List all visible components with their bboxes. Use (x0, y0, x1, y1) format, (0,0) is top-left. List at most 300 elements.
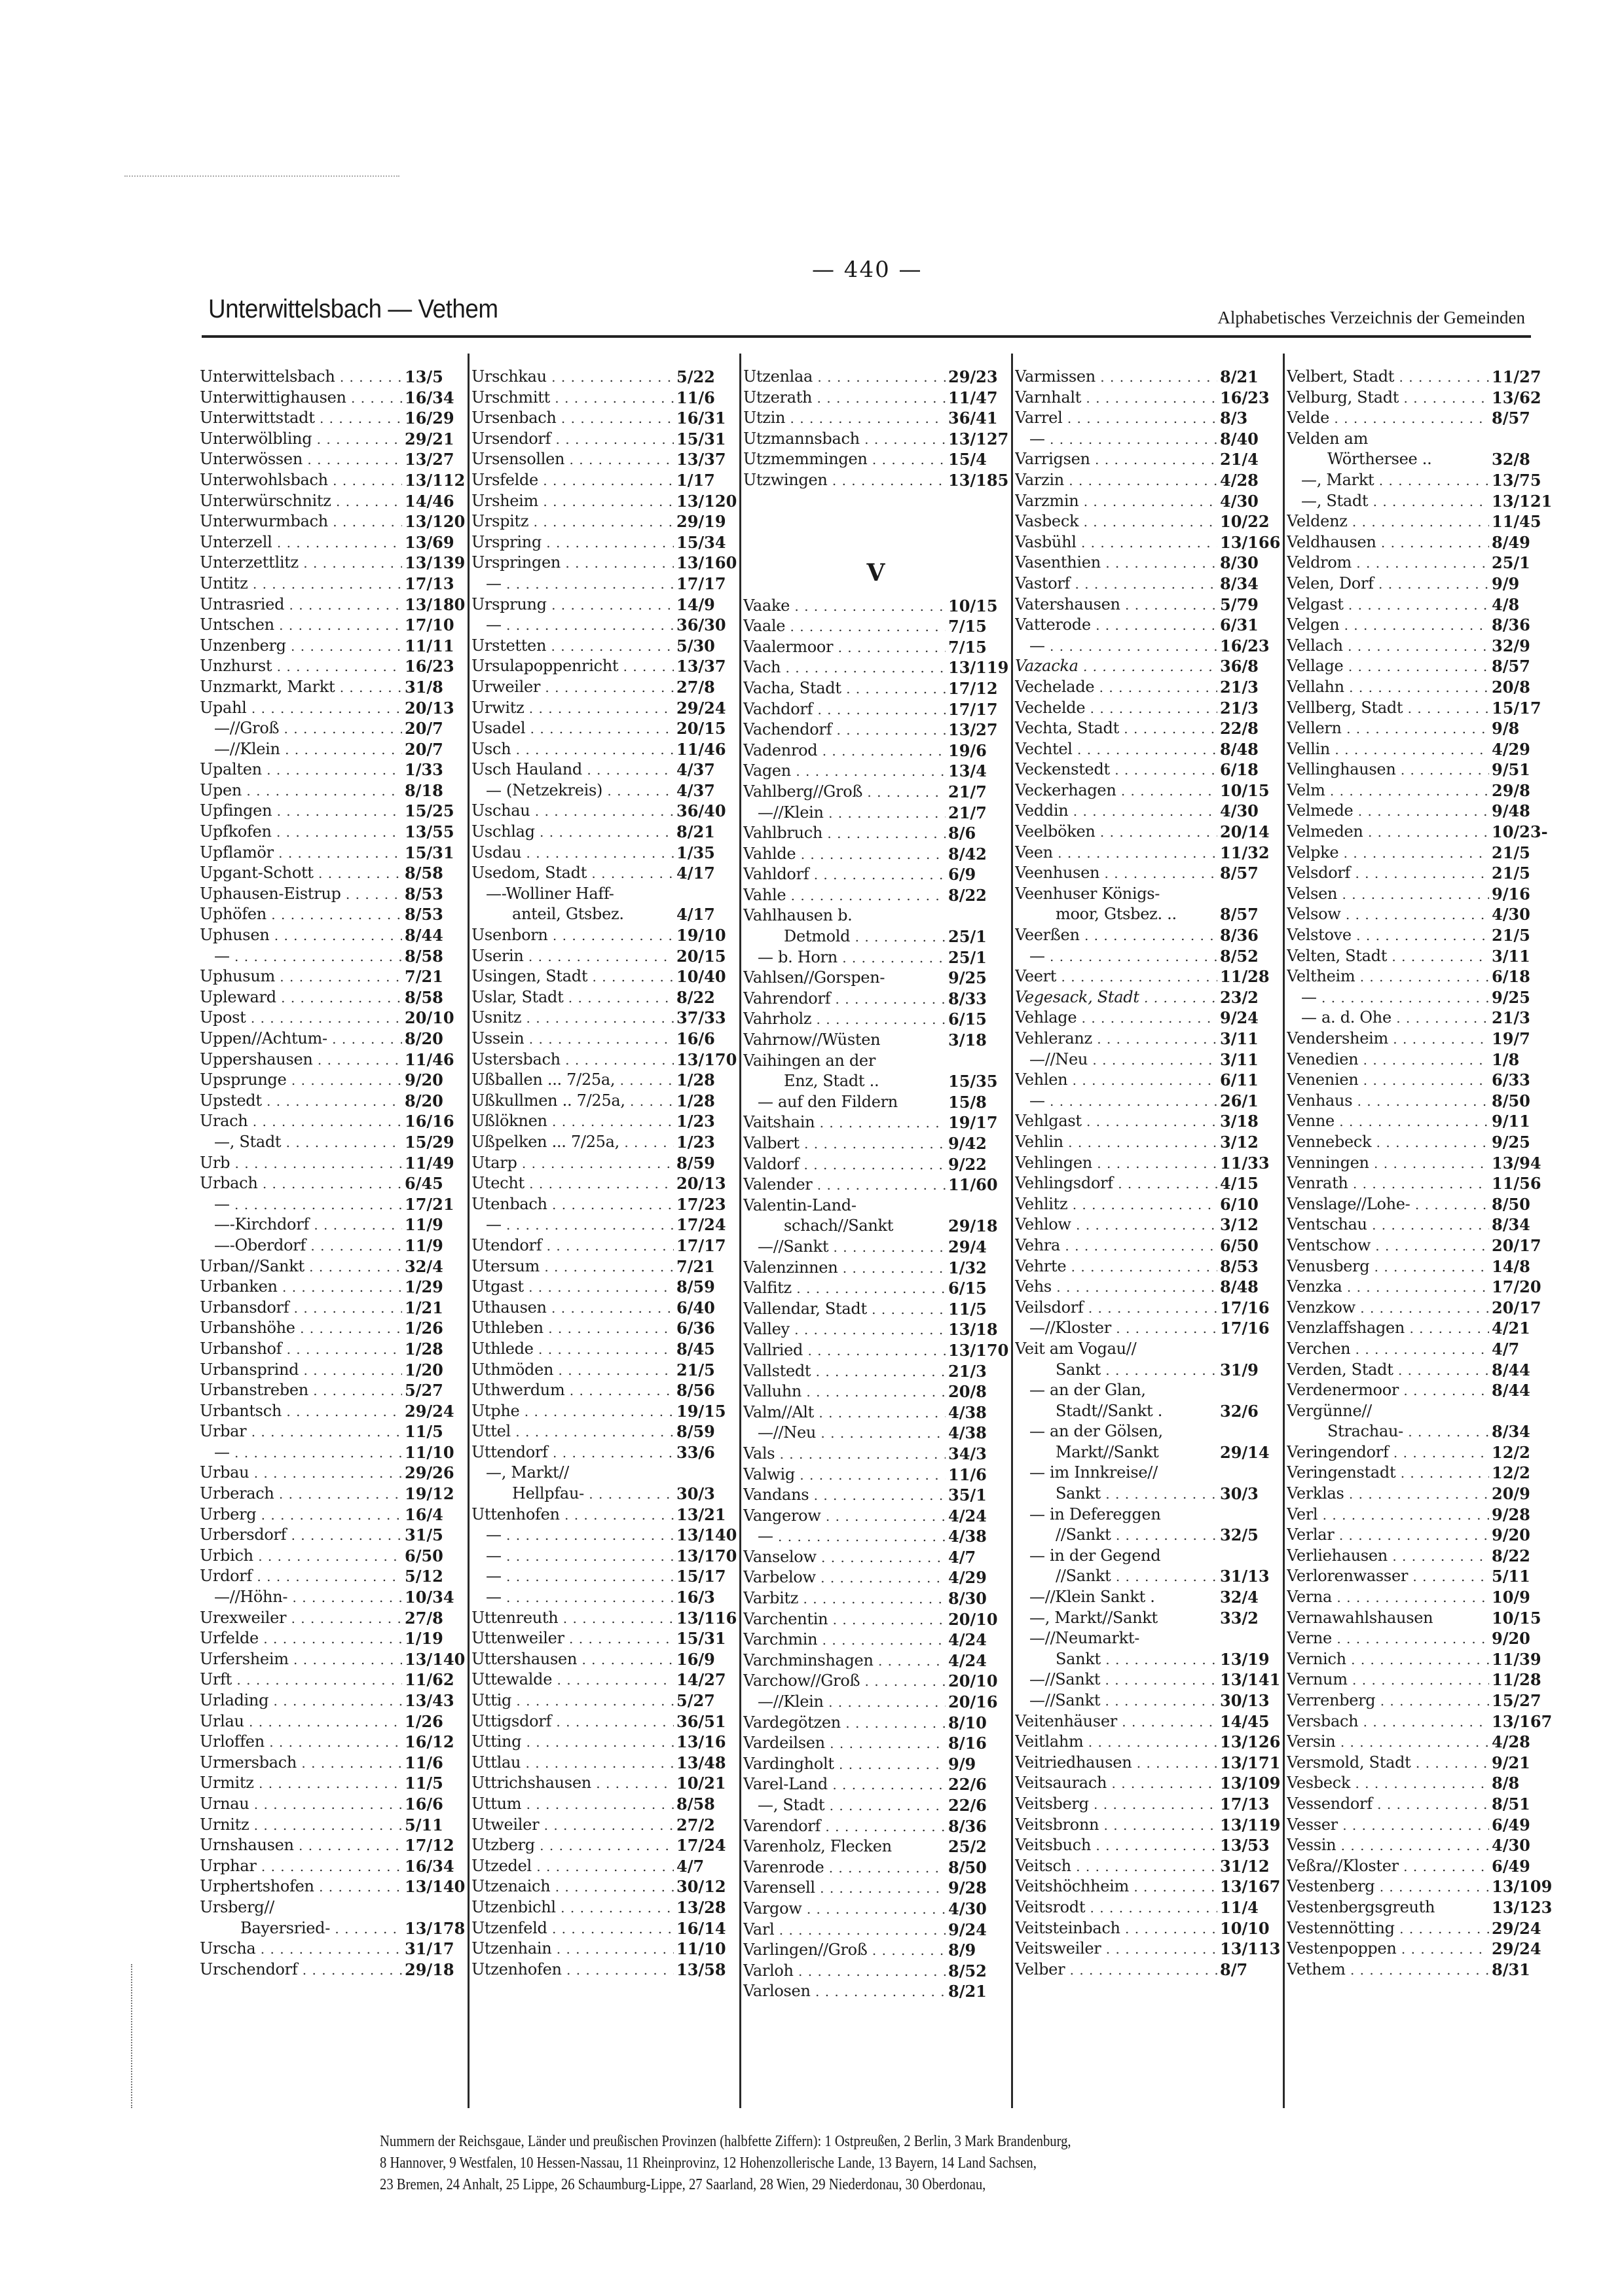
index-entry (743, 1340, 1008, 1361)
region-reference: 11/47 (948, 388, 998, 407)
region-reference: 4/30 (1492, 1836, 1530, 1855)
place-name: Vellahn . . . (1287, 677, 1489, 698)
region-reference: 29/4 (948, 1237, 987, 1256)
index-entry (471, 904, 737, 925)
index-entry (471, 1690, 737, 1711)
region-reference: 13/178 (405, 1918, 466, 1938)
place-name: Venzkow . . . (1287, 1298, 1489, 1319)
index-entry (1287, 1173, 1552, 1194)
region-reference: 13/18 (948, 1320, 998, 1339)
index-entry (743, 1588, 1008, 1609)
region-reference: 13/120 (676, 491, 737, 511)
index-entry (471, 1959, 737, 1980)
index-entry (471, 884, 737, 905)
index-entry (471, 925, 737, 946)
index-entry (471, 532, 737, 553)
index-entry (200, 1421, 465, 1442)
place-name: Ursprung . . . (471, 594, 674, 615)
place-name: Usedom, Stadt . . . (471, 863, 674, 884)
region-reference (1217, 884, 1280, 905)
place-name: Valfitz . . . (743, 1278, 946, 1299)
region-reference (1217, 1546, 1280, 1567)
region-reference: 25/1 (1492, 553, 1530, 573)
region-reference: 8/58 (405, 946, 443, 966)
region-reference: 11/27 (1492, 367, 1541, 386)
index-entry (1287, 1918, 1552, 1939)
place-name: Veen . . . (1015, 843, 1217, 864)
footer-line-3: 23 Bremen, 24 Anhalt, 25 Lippe, 26 Schaumburg-Lippe, 27 Saarland, 28 Wien, 29 Niederdonau, 30 Oberdonau, (380, 2176, 986, 2193)
region-reference: 11/9 (405, 1235, 443, 1255)
index-entry (743, 388, 1008, 409)
region-reference: 15/25 (405, 801, 454, 821)
place-name: Uthmöden . . . (471, 1360, 674, 1381)
place-name: Uthausen . . . (471, 1298, 674, 1319)
place-name: Untschen . . . (200, 615, 402, 636)
region-reference: 3/18 (948, 1030, 987, 1050)
index-entry (1015, 1959, 1280, 1980)
place-name: Vegesack, Stadt . . . (1015, 987, 1217, 1008)
index-entry (200, 429, 465, 450)
region-reference: 8/22 (1492, 1546, 1530, 1565)
region-reference: 8/59 (676, 1422, 715, 1442)
region-reference: 8/58 (405, 864, 443, 883)
region-reference: 8/8 (1492, 1774, 1520, 1793)
region-reference: 13/21 (676, 1504, 726, 1524)
place-name: — . . . (471, 1566, 674, 1587)
region-reference: 37/33 (676, 1008, 726, 1028)
index-entry (1287, 904, 1552, 925)
region-reference: 8/7 (1220, 1959, 1248, 1979)
region-reference: 8/42 (948, 844, 987, 864)
place-name: Venedien . . . (1287, 1049, 1489, 1070)
region-reference: 8/44 (1492, 1360, 1530, 1379)
index-entry (1015, 511, 1280, 532)
index-entry (1287, 1298, 1552, 1319)
region-reference: 9/51 (1492, 760, 1530, 780)
index-entry (200, 1628, 465, 1649)
place-name: Utzenfeld . . . (471, 1918, 674, 1939)
place-name: Ventschow . . . (1287, 1235, 1489, 1256)
region-reference: 16/16 (405, 1112, 454, 1131)
index-entry (1015, 1049, 1280, 1070)
region-reference: 8/21 (948, 1982, 987, 2001)
region-reference: 1/21 (405, 1298, 443, 1317)
index-entry (1287, 511, 1552, 532)
place-name: Untrasried . . . (200, 594, 402, 615)
index-entry (200, 1587, 465, 1608)
region-reference: 6/11 (1220, 1070, 1259, 1090)
index-entry (471, 1214, 737, 1235)
region-reference: 13/119 (948, 658, 1009, 678)
place-name: Urberach . . . (200, 1484, 402, 1504)
place-name: Velen, Dorf . . . (1287, 574, 1489, 594)
index-entry (1287, 1794, 1552, 1815)
place-name: Vals . . . (743, 1444, 946, 1465)
place-name: Uttrichshausen . . . (471, 1773, 674, 1794)
place-name: Urnitz . . . (200, 1815, 402, 1836)
index-entry (471, 1298, 737, 1319)
region-reference: 6/50 (405, 1546, 443, 1565)
place-name: —//Höhn- . . . (200, 1587, 402, 1608)
region-reference: 17/17 (948, 699, 998, 719)
index-entry (200, 1132, 465, 1153)
index-entry (1015, 1339, 1280, 1360)
index-entry (471, 1608, 737, 1629)
index-entry (743, 1361, 1008, 1382)
index-entry (471, 429, 737, 450)
region-reference: 4/7 (1492, 1339, 1520, 1358)
place-name: Vergünne// (1287, 1401, 1372, 1420)
index-entry (471, 594, 737, 615)
index-entry (743, 1547, 1008, 1568)
place-name: Vardegötzen . . . (743, 1713, 946, 1734)
region-reference: 29/21 (405, 429, 454, 448)
place-name: Vallendar, Stadt . . . (743, 1299, 946, 1320)
index-entry (471, 1815, 737, 1836)
region-reference: 21/5 (676, 1360, 715, 1379)
index-entry (743, 1092, 1008, 1113)
place-name: Ursheim . . . (471, 491, 674, 512)
place-name: Utenbach . . . (471, 1194, 674, 1215)
region-reference: 4/37 (676, 780, 715, 800)
index-entry (1015, 1463, 1280, 1484)
index-entry (1287, 1587, 1552, 1608)
place-name: Valdorf . . . (743, 1154, 946, 1175)
region-reference: 29/24 (1492, 1939, 1541, 1959)
index-entry (1015, 1194, 1280, 1215)
region-reference: 8/9 (948, 1941, 976, 1960)
region-reference: 13/69 (405, 532, 454, 552)
index-entry (200, 987, 465, 1008)
region-reference: 15/31 (405, 843, 454, 862)
index-entry (1287, 884, 1552, 905)
index-entry (1287, 1773, 1552, 1794)
region-reference: 1/23 (676, 1132, 715, 1152)
index-entry (1015, 1773, 1280, 1794)
region-reference: 13/75 (1492, 470, 1541, 490)
region-reference: 27/2 (676, 1815, 715, 1834)
region-reference: 13/141 (1220, 1670, 1281, 1690)
place-name: Veitsteinbach . . . (1015, 1918, 1217, 1939)
place-name: Verrenberg . . . (1287, 1690, 1489, 1711)
place-name: Vehlingsdorf . . . (1015, 1173, 1217, 1194)
place-name: Ustersbach . . . (471, 1049, 674, 1070)
index-column-4 (1015, 367, 1280, 2121)
header-rule (202, 335, 1531, 338)
region-reference: 13/27 (405, 450, 454, 469)
index-entry (1015, 636, 1280, 657)
region-reference: 36/40 (676, 801, 726, 821)
index-entry (1287, 1442, 1552, 1463)
place-name: Velde . . . (1287, 408, 1489, 429)
place-name: Veitsbronn . . . (1015, 1815, 1217, 1836)
region-reference: 8/33 (948, 989, 987, 1008)
region-reference: 13/5 (405, 367, 443, 386)
place-name: Vasbühl . . . (1015, 532, 1217, 553)
region-reference: 19/15 (676, 1401, 726, 1421)
index-entry (1287, 1256, 1552, 1277)
place-name: Valm//Alt . . . (743, 1402, 946, 1423)
region-reference: 15/17 (1492, 698, 1541, 718)
region-reference: 8/34 (1492, 1422, 1530, 1442)
region-reference: 25/1 (948, 947, 987, 967)
index-entry (1015, 1132, 1280, 1153)
index-entry (1015, 1918, 1280, 1939)
index-entry (1015, 594, 1280, 615)
index-entry (1287, 718, 1552, 739)
footer-legend (380, 2131, 1551, 2196)
region-reference: 20/10 (948, 1671, 998, 1691)
region-reference: 17/16 (1220, 1319, 1270, 1338)
region-reference: 1/26 (405, 1711, 443, 1731)
place-name: Ursensollen . . . (471, 449, 674, 470)
place-name: Vastorf . . . (1015, 574, 1217, 594)
index-entry (200, 677, 465, 698)
index-entry (1287, 1835, 1552, 1856)
index-entry (200, 594, 465, 615)
place-name: Veitsbuch . . . (1015, 1835, 1217, 1856)
index-entry (1015, 1876, 1280, 1897)
region-reference: 8/3 (1220, 409, 1248, 428)
index-entry (743, 1299, 1008, 1320)
index-entry (1287, 1132, 1552, 1153)
region-reference: 4/17 (676, 905, 715, 924)
index-entry (200, 388, 465, 409)
region-reference: 20/14 (1220, 822, 1270, 842)
index-entry (200, 1339, 465, 1360)
index-entry (1287, 1959, 1552, 1980)
letter-heading: V (866, 558, 885, 587)
region-reference: 11/28 (1492, 1670, 1541, 1690)
region-reference: 1/8 (1492, 1049, 1520, 1069)
region-reference: 11/45 (1492, 512, 1541, 532)
place-name: Veilsdorf . . . (1015, 1298, 1217, 1319)
region-reference: 8/51 (1492, 1794, 1530, 1813)
index-entry (471, 843, 737, 864)
index-entry (1015, 1690, 1280, 1711)
place-name: — . . . (1015, 636, 1217, 657)
index-entry (1287, 1421, 1552, 1442)
index-entry (743, 678, 1008, 699)
region-reference (1217, 1339, 1280, 1360)
place-name: Vargow . . . (743, 1899, 946, 1920)
place-name: Veerßen . . . (1015, 925, 1217, 946)
index-entry (471, 1008, 737, 1029)
index-entry (471, 1029, 737, 1049)
place-name: Vahlberg//Groß . . . (743, 782, 946, 803)
region-reference: 8/56 (676, 1381, 715, 1400)
place-name: Varchminshagen . . . (743, 1650, 946, 1671)
region-reference: 31/17 (405, 1939, 454, 1959)
region-reference: 17/17 (676, 1235, 726, 1255)
region-reference: 8/44 (405, 926, 443, 945)
index-entry (1287, 1463, 1552, 1484)
region-reference: 8/30 (1220, 553, 1259, 573)
index-entry (200, 1690, 465, 1711)
place-name: Varzin . . . (1015, 470, 1217, 491)
place-name: Velgen . . . (1287, 615, 1489, 636)
index-entry (1015, 1298, 1280, 1319)
index-entry (1287, 1711, 1552, 1732)
place-name: Urloffen . . . (200, 1732, 402, 1753)
place-name: Ursenbach . . . (471, 408, 674, 429)
region-reference: 11/60 (948, 1175, 998, 1195)
place-name: Sankt . . . (1015, 1360, 1217, 1381)
place-name: Velden am (1287, 429, 1369, 448)
index-entry (1287, 1091, 1552, 1112)
place-name: Vahle . . . (743, 885, 946, 906)
place-name: Utzenaich . . . (471, 1876, 674, 1897)
index-entry (743, 637, 1008, 658)
place-name: Velgast . . . (1287, 594, 1489, 615)
place-name: Ußlöknen . . . (471, 1111, 674, 1132)
index-entry (471, 987, 737, 1008)
index-entry (1015, 1111, 1280, 1132)
region-reference: 4/30 (1220, 491, 1259, 511)
index-entry (471, 1939, 737, 1959)
footer-line-1: Nummern der Reichsgaue, Länder und preußischen Provinzen (halbfette Ziffern): 1 Ostpreußen, 2 Berlin, 3 Mark Brandenburg, (380, 2133, 1071, 2150)
place-name: Velber . . . (1015, 1959, 1217, 1980)
region-reference: 16/29 (405, 409, 454, 428)
place-name: Urbansprind . . . (200, 1360, 402, 1381)
region-reference: 4/15 (1220, 1174, 1259, 1194)
place-name: Venne . . . (1287, 1111, 1489, 1132)
region-reference: 5/22 (676, 367, 715, 386)
region-reference: 29/24 (1492, 1918, 1541, 1938)
index-entry (1015, 553, 1280, 574)
region-reference: 31/13 (1220, 1567, 1270, 1586)
region-reference: 8/20 (405, 1029, 443, 1048)
place-name: Ursendorf . . . (471, 429, 674, 450)
region-reference: 10/40 (676, 967, 726, 987)
place-name: — (Netzekreis) . . . (471, 780, 674, 801)
index-entry (200, 925, 465, 946)
index-entry (1287, 1753, 1552, 1774)
region-reference (1217, 1380, 1280, 1401)
place-name: Unterwittstadt . . . (200, 408, 402, 429)
column-divider (1011, 354, 1013, 2108)
place-name: Uttum . . . (471, 1794, 674, 1815)
index-entry (743, 1774, 1008, 1795)
place-name: Venslage//Lohe- . . . (1287, 1194, 1489, 1215)
index-entry (743, 657, 1008, 678)
region-reference: 20/15 (676, 719, 726, 738)
place-name: Varenholz, Flecken (743, 1837, 892, 1856)
place-name: Usnitz . . . (471, 1008, 674, 1029)
place-name: Vasbeck . . . (1015, 511, 1217, 532)
region-reference: 10/22 (1220, 512, 1270, 532)
place-name: Vestenpoppen . . . (1287, 1939, 1489, 1959)
place-name: Uthleben . . . (471, 1318, 674, 1339)
region-reference: 11/6 (405, 1753, 443, 1772)
place-name: — b. Horn . . . (743, 947, 946, 968)
place-name: Urspitz . . . (471, 511, 674, 532)
index-entry (200, 1214, 465, 1235)
place-name: Utecht . . . (471, 1173, 674, 1194)
index-entry (1015, 1711, 1280, 1732)
region-reference (1489, 429, 1552, 450)
region-reference: 8/21 (676, 822, 715, 842)
index-entry (200, 1091, 465, 1112)
region-reference: 15/8 (948, 1092, 987, 1112)
region-reference: 5/27 (405, 1381, 443, 1400)
index-entry (743, 989, 1008, 1010)
index-entry (743, 1237, 1008, 1258)
region-reference: 14/8 (1492, 1256, 1530, 1276)
index-entry (200, 1111, 465, 1132)
region-reference: 13/127 (948, 429, 1009, 448)
region-reference: 4/7 (676, 1856, 705, 1876)
place-name: — . . . (200, 1442, 402, 1463)
region-reference: 32/6 (1220, 1401, 1259, 1421)
index-entry (200, 1525, 465, 1546)
index-entry (743, 699, 1008, 720)
region-reference: 9/42 (948, 1134, 987, 1153)
place-name: Velten, Stadt . . . (1287, 946, 1489, 967)
place-name: Varel-Land . . . (743, 1774, 946, 1795)
index-entry (1015, 884, 1280, 905)
place-name: Venzlaffshagen . . . (1287, 1318, 1489, 1339)
region-reference: 12/2 (1492, 1442, 1530, 1462)
region-reference: 16/31 (676, 409, 726, 428)
place-name: Vacha, Stadt . . . (743, 678, 946, 699)
region-reference: 21/5 (1492, 864, 1530, 883)
region-reference: 9/20 (1492, 1629, 1530, 1649)
index-entry (743, 1485, 1008, 1506)
region-reference: 9/25 (1492, 1132, 1530, 1152)
region-reference: 13/37 (676, 657, 726, 676)
region-reference: 4/38 (948, 1402, 987, 1422)
region-reference: 36/8 (1220, 657, 1259, 676)
column-divider (739, 354, 741, 2108)
index-entry (1015, 822, 1280, 843)
region-reference: 13/170 (676, 1049, 737, 1069)
place-name: Utting . . . (471, 1732, 674, 1753)
region-reference (1217, 1504, 1280, 1525)
place-name: Vazacka . . . (1015, 656, 1217, 677)
region-reference: 17/24 (676, 1836, 726, 1855)
index-column-1 (200, 367, 465, 2121)
place-name: anteil, Gtsbez. (512, 905, 624, 924)
region-reference: 13/121 (1492, 491, 1553, 511)
region-reference: 13/109 (1220, 1774, 1281, 1793)
place-name: Veitsberg . . . (1015, 1794, 1217, 1815)
place-name: Unzhurst . . . (200, 656, 402, 677)
place-name: Utzenhain . . . (471, 1939, 674, 1959)
index-entry (1287, 1277, 1552, 1298)
place-name: Veßra//Kloster . . . (1287, 1856, 1489, 1877)
index-entry (471, 574, 737, 594)
index-entry (471, 759, 737, 780)
place-name: Vahrholz . . . (743, 1009, 946, 1030)
place-name: Vechelde . . . (1015, 698, 1217, 719)
region-reference: 26/1 (1220, 1091, 1259, 1110)
index-entry (471, 1504, 737, 1525)
index-entry (1015, 1153, 1280, 1174)
place-name: Sankt . . . (1015, 1649, 1217, 1670)
index-entry (1287, 636, 1552, 657)
region-reference: 8/45 (676, 1339, 715, 1358)
index-entry (743, 1567, 1008, 1588)
region-reference: 8/48 (1220, 739, 1259, 759)
place-name: Vadenrod . . . (743, 740, 946, 761)
index-entry (743, 1526, 1008, 1547)
region-reference: 14/45 (1220, 1711, 1270, 1731)
place-name: — . . . (471, 1214, 674, 1235)
region-reference: 14/46 (405, 491, 454, 511)
index-entry (200, 1484, 465, 1504)
index-entry (471, 1732, 737, 1753)
